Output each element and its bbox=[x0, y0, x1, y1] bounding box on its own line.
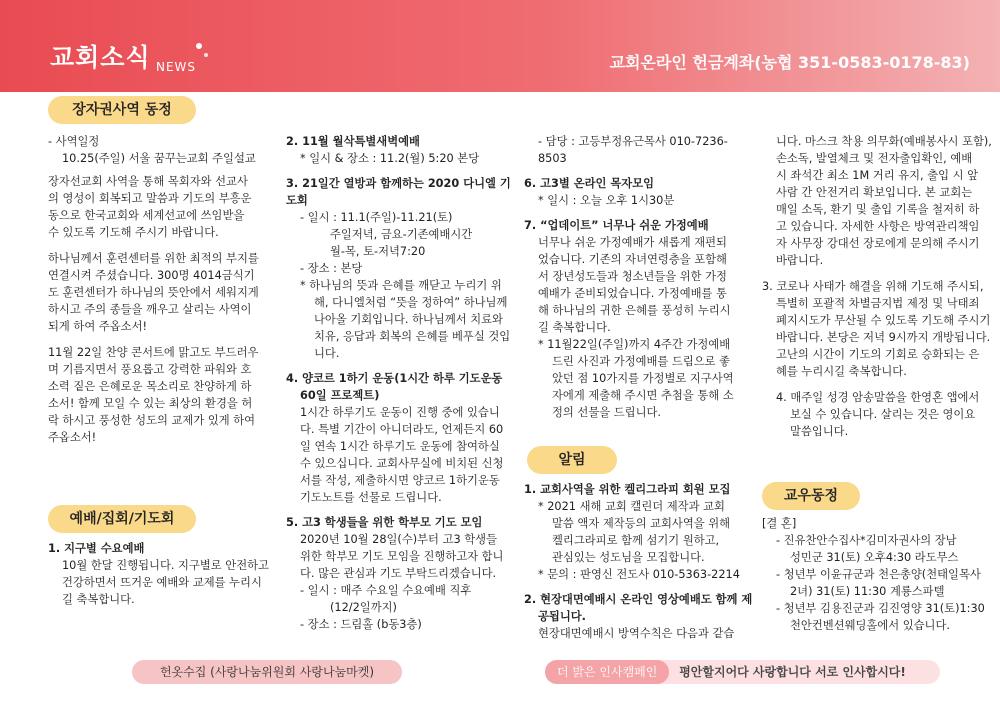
text-line: 연결시켜 주셨습니다. 300명 4014금식기 bbox=[48, 269, 255, 282]
text-line: * 11월22일(주일)까지 4주간 가정예배 bbox=[538, 338, 731, 351]
text-line: 위한 학부모 기도 모임을 진행하고자 합니 bbox=[300, 550, 504, 563]
text-line: 바랍니다. bbox=[776, 254, 824, 267]
item-title: 3. 21일간 열방과 함께하는 2020 다니엘 기도회 bbox=[286, 177, 511, 207]
text-line: (12/2일까지) bbox=[330, 601, 397, 614]
text-line: 동으로 한국교회와 세계선교에 쓰임받을 bbox=[48, 209, 245, 222]
text-line: 손소독, 발열체크 및 전자출입확인, 예배 bbox=[776, 152, 973, 165]
schedule-label: - 사역일정 bbox=[48, 135, 100, 148]
text-line: 말씀입니다. bbox=[790, 425, 849, 438]
text-line: 하나님께서 훈련센터를 위한 최적의 부지를 bbox=[48, 252, 259, 265]
wedding-label: [결 혼] bbox=[762, 517, 797, 530]
column-1 bbox=[48, 133, 270, 446]
schedule-item: 10.25(주일) 서울 꿈꾸는교회 주일설교 bbox=[62, 152, 256, 165]
item-title: 1. 교회사역을 위한 켈리그라피 회원 모집 bbox=[524, 483, 731, 496]
text-line: 고 있습니다. 자세한 사항은 방역관리책임 bbox=[776, 220, 980, 233]
header-banner bbox=[0, 0, 1000, 92]
text-line: 자에게 제출해 주시면 추첨을 통해 소 bbox=[552, 389, 734, 402]
text-line: - 담당 : 고등부정유근목사 010-7236-8503 bbox=[538, 135, 728, 165]
section-ministry: 장자권사역 동정 bbox=[48, 96, 196, 124]
item-title: 4. 양코르 1하기 운동(1시간 하루 기도운동 bbox=[286, 372, 503, 385]
column-2 bbox=[286, 133, 516, 633]
text-line: 4. 매주일 성경 암송말씀을 한영혼 앱에서 bbox=[776, 391, 980, 404]
text-line: - 일시 : 11.1(주일)-11.21(토) bbox=[300, 211, 453, 224]
text-line: 다. 많은 관심과 기도 부탁드리겠습니다. bbox=[300, 567, 497, 580]
text-line: 자 사무장 강대선 장로에게 문의해 주시기 bbox=[776, 237, 980, 250]
text-line: 드린 사진과 가정예배를 드림으로 좋 bbox=[552, 355, 731, 368]
text-line: 치유, 응답과 회복의 은혜를 베푸실 것입 bbox=[314, 330, 511, 343]
column-4 bbox=[762, 133, 994, 440]
item-title: 1. 지구별 수요예배 bbox=[48, 542, 145, 555]
text-line: * 2021 새해 교회 캘린더 제작과 교회 bbox=[538, 500, 725, 513]
text-line: 도 훈련센터가 하나님의 뜻안에서 세워지게 bbox=[48, 286, 259, 299]
item-title-cont: 60일 프로젝트) bbox=[300, 389, 380, 402]
text-line: 일 연속 1시간 하루기도 운동에 참여하실 bbox=[300, 440, 500, 453]
text-line: 니다. 마스크 착용 의무화(예배봉사시 포함), bbox=[776, 135, 992, 148]
text-line: 매일 소독, 환기 및 출입 기록을 철저히 하 bbox=[776, 203, 980, 216]
text-line: 1시간 하루기도 운동이 진행 중에 있습니 bbox=[300, 406, 500, 419]
text-line: 소력 짙은 은혜로운 목소리로 찬양하게 하 bbox=[48, 380, 252, 393]
text-line: 건강하면서 뜨거운 예배와 교제를 누리시 bbox=[62, 576, 262, 589]
text-line: 해, 다니엘처럼 “뜻을 정하여” 하나님께 bbox=[314, 296, 508, 309]
text-line: 3. 코로나 사태가 해결을 위해 기도해 주시되, bbox=[762, 280, 984, 293]
text-line: - 일시 : 매주 수요일 수요예배 직후 bbox=[300, 584, 472, 597]
footer-greeting-campaign bbox=[545, 660, 940, 684]
text-line: 니다. bbox=[314, 347, 340, 360]
text-line: 소서! 함께 모일 수 있는 최상의 환경을 허 bbox=[48, 397, 253, 410]
text-line: 현장대면예배시 방역수칙은 다음과 같습 bbox=[538, 627, 735, 640]
text-line: 예배가 준비되었습니다. 가정예배를 통 bbox=[538, 287, 727, 300]
text-line: 장자선교회 사역을 통해 목회자와 선교사 bbox=[48, 175, 248, 188]
text-line: 11월 22일 찬양 콘서트에 맑고도 부드러우 bbox=[48, 346, 259, 359]
text-line: 정의 선물을 드립니다. bbox=[552, 406, 661, 419]
text-line: - 장소 : 본당 bbox=[300, 262, 363, 275]
text-line: 10월 한달 진행됩니다. 지구별로 안전하고 bbox=[62, 559, 269, 572]
text-line: 며 기름지면서 풍요롭고 강력한 파워와 호 bbox=[48, 363, 252, 376]
section-members: 교우동정 bbox=[762, 482, 860, 510]
text-line: 월-목, 토-저녁7:20 bbox=[330, 245, 426, 258]
text-line: - 청년부 이윤규군과 천은총양(천태일목사 bbox=[776, 568, 981, 581]
item-title: 5. 고3 학생들을 위한 학부모 기도 모임 bbox=[286, 516, 483, 529]
footer-left-text: 헌옷수집 (사랑나눔위원회 사랑나눔마켓) bbox=[159, 665, 375, 679]
text-line: 너무나 쉬운 가정예배가 새롭게 재편되 bbox=[538, 236, 727, 249]
page-subtitle: NEWS bbox=[156, 60, 197, 74]
item-title: 6. 고3별 온라인 목자모임 bbox=[524, 177, 655, 190]
text-line: 켈리그라피로 함께 섬기기 원하고, bbox=[552, 534, 720, 547]
text-line: 시 좌석간 최소 1M 거리 유지, 출입 시 앞 bbox=[776, 169, 979, 182]
section-notice: 알림 bbox=[527, 446, 617, 474]
text-line: 서를 작성, 제출하시면 양코르 1하기운동 bbox=[300, 474, 500, 487]
text-line: 바랍니다. 본당은 저녁 9시까지 개방됩니다. bbox=[776, 331, 991, 344]
item-title-cont: 공됩니다. bbox=[538, 610, 586, 623]
dot-icon bbox=[196, 43, 202, 49]
text-line: 보실 수 있습니다. 살리는 것은 영이요 bbox=[790, 408, 976, 421]
text-line: 었습니다. 기존의 자녀연령층을 포함해 bbox=[538, 253, 727, 266]
text-line: - 진유찬안수집사*김미자권사의 장남 bbox=[776, 534, 957, 547]
text-line: 았던 점 10가지를 가정별로 지구사역 bbox=[552, 372, 734, 385]
item-title: 2. 11월 월삭특별새벽예배 bbox=[286, 135, 420, 148]
text-line: 락 하시고 풍성한 성도의 교제가 있게 하여 bbox=[48, 414, 256, 427]
item-title: 7. “업데이트” 너무나 쉬운 가정예배 bbox=[524, 219, 709, 232]
offering-account: 교회온라인 헌금계좌(농협 351-0583-0178-83) bbox=[609, 53, 970, 72]
text-line: 서 장년성도들과 청소년들을 위한 가정 bbox=[538, 270, 727, 283]
dot-small-icon bbox=[204, 53, 208, 57]
text-line: 해 하나님의 귀한 은혜를 풍성히 누리시 bbox=[538, 304, 731, 317]
section-worship: 예배/집회/기도회 bbox=[48, 505, 196, 533]
text-line: 주일저녁, 금요-기존예배시간 bbox=[330, 228, 473, 241]
text-line: 말씀 액자 제작등의 교회사역을 위해 bbox=[552, 517, 731, 530]
text-line: - 장소 : 드림홀 (b동3층) bbox=[300, 618, 422, 631]
text-line: - 청년부 김용진군과 김진영양 31(토)1:30 bbox=[776, 602, 985, 615]
text-line: 길 축복합니다. bbox=[538, 321, 611, 334]
text-line: 2녀) 31(토) 11:30 계룡스파텔 bbox=[790, 585, 945, 598]
page-title: 교회소식 bbox=[50, 43, 151, 72]
text-line: 기도노트를 선물로 드립니다. bbox=[300, 491, 442, 504]
item-title: 2. 현장대면예배시 온라인 영상예배도 함께 제 bbox=[524, 593, 753, 606]
column-4-members bbox=[762, 515, 994, 634]
column-1-worship bbox=[48, 540, 270, 608]
text-line: 특별히 포괄적 차별금지법 제정 및 낙태죄 bbox=[776, 297, 980, 310]
text-line: 주옵소서! bbox=[48, 431, 97, 444]
text-line: 수 있으십니다. 교회사무실에 비치된 신청 bbox=[300, 457, 504, 470]
text-line: 폐지시도가 무산될 수 있도록 기도해 주시기 bbox=[776, 314, 991, 327]
column-3 bbox=[524, 133, 754, 421]
text-line: 다. 특별 기간이 아니더라도, 언제든지 60 bbox=[300, 423, 504, 436]
text-line: 수 있도록 기도해 주시기 바랍니다. bbox=[48, 226, 219, 239]
text-line: 하시고 주의 종들을 깨우고 살리는 사역이 bbox=[48, 303, 252, 316]
text-line: 의 영성이 회복되고 말씀과 기도의 부흥운 bbox=[48, 192, 252, 205]
column-3-notice bbox=[524, 481, 754, 642]
text-line: 사람 간 안전거리 확보입니다. 본 교회는 bbox=[776, 186, 973, 199]
text-line: * 하나님의 뜻과 은혜를 깨닫고 누리기 위 bbox=[300, 279, 502, 292]
text-line: 관심있는 성도님을 모집합니다. bbox=[552, 551, 705, 564]
text-line: 2020년 10월 28일(수)부터 고3 학생들 bbox=[300, 533, 497, 546]
text-line: 되게 하여 주옵소서! bbox=[48, 320, 148, 333]
text-line: 성민군 31(토) 오후4:30 라도무스 bbox=[790, 551, 959, 564]
text-line: * 문의 : 판영신 전도사 010-5363-2214 bbox=[538, 568, 740, 581]
text-line: * 일시 & 장소 : 11.2(월) 5:20 본당 bbox=[300, 152, 480, 165]
footer-clothes-collection bbox=[132, 660, 402, 684]
text-line: 길 축복합니다. bbox=[62, 593, 135, 606]
text-line: * 일시 : 오늘 오후 1시30분 bbox=[538, 194, 675, 207]
text-line: 나아올 기회입니다. 하나님께서 치료와 bbox=[314, 313, 503, 326]
footer-right-text: 평안할지어다 사랑합니다 서로 인사합시다! bbox=[679, 665, 906, 679]
footer-right-label: 더 밝은 인사캠페인 bbox=[545, 660, 669, 684]
text-line: 천안컨벤션웨딩홀에서 있습니다. bbox=[790, 619, 950, 632]
text-line: 혜를 누리시길 축복합니다. bbox=[776, 365, 907, 378]
text-line: 고난의 시간이 기도의 기회로 승화되는 은 bbox=[776, 348, 980, 361]
